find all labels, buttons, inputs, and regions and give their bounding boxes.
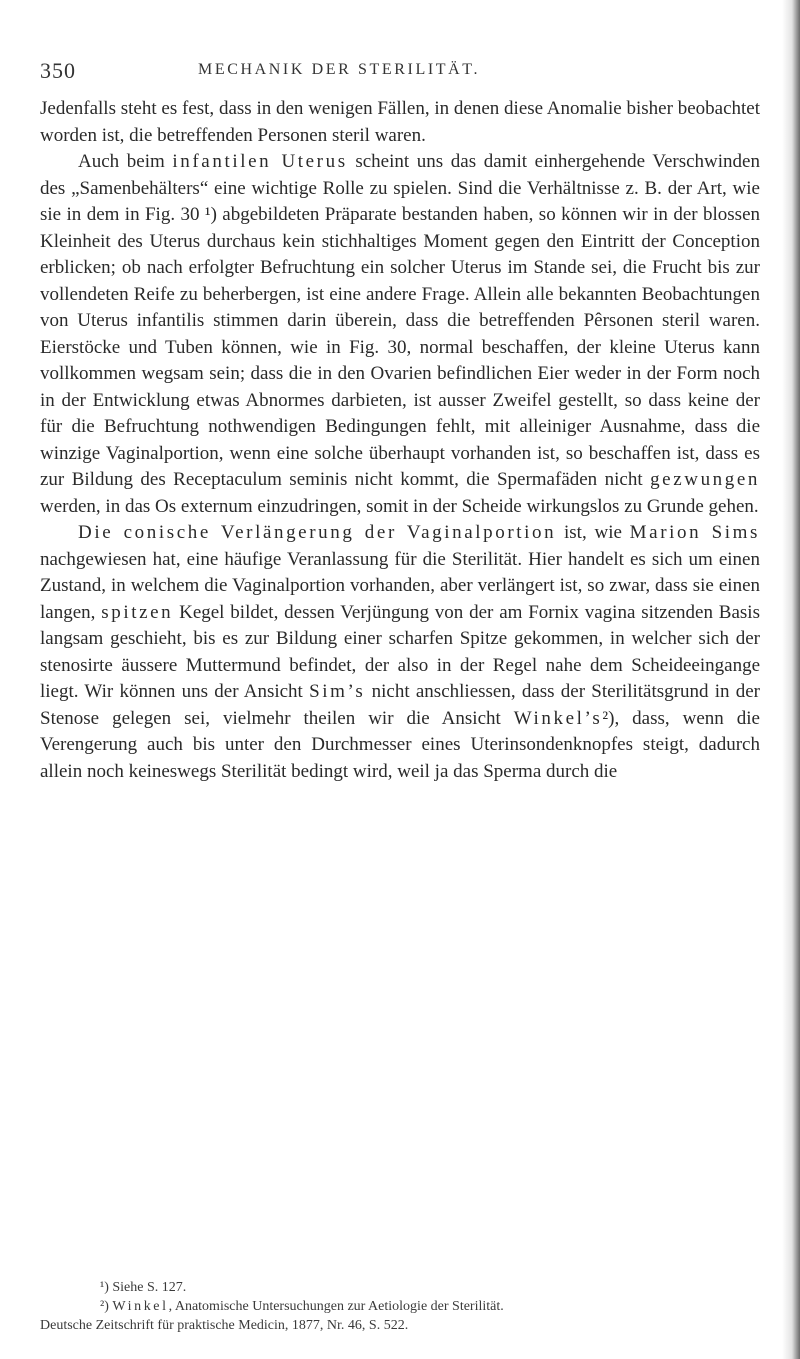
running-title: MECHANIK DER STERILITÄT. [198, 61, 481, 78]
footnote-2-continuation: Deutsche Zeitschrift für praktische Medicin, 1877, Nr. 46, S. 522. [40, 1318, 409, 1333]
paragraph-3-emphasis-c: spitzen [101, 601, 174, 623]
paragraph-2-text-c: werden, in das Os externum einzudringen, somit in der Scheide wirkungslos zu Grunde gehen. [40, 495, 759, 517]
paragraph-3-text-a: ist, wie [556, 522, 630, 543]
paragraph-2-emphasis-b: gezwungen [650, 469, 760, 490]
paragraph-3-emphasis-e: Winkel’s [513, 707, 603, 729]
paragraph-2 [40, 149, 760, 520]
paragraph-3-emphasis-b: Marion Sims [629, 522, 760, 543]
page-number: 350 [40, 58, 76, 83]
paragraph-3-emphasis-d: Sim’s [309, 681, 366, 702]
paragraph-3-text-b: nachgewiesen hat, eine häufige Veranlassung für die Sterilität. Hier handelt es sich um einen Zustand, in welchem die Vaginalportion vorhanden, aber verlängert ist, so zwar, dass sie einen langen, [40, 548, 760, 623]
paragraph-2-text-b: scheint uns das damit einhergehende Verschwinden des „Samenbehälters“ eine wichtige Rolle zu spielen. Sind die Verhältnisse z. B. der Art, wie sie in dem in Fig. 30 ¹) abgebildeten Präparate bestanden haben, so können wir in der blossen Kleinheit des Uterus durchaus kein stichhaltiges Moment gegen den Eintritt der Conception erblicken; ob nach erfolgter Befruchtung ein solcher Uterus im Stande sei, die Frucht bis zur vollendeten Reife zu beherbergen, ist eine andere Frage. Allein alle bekannten Beobachtungen von Uterus infantilis stimmen darin überein, dass die betreffenden Pêrsonen steril waren. Eierstöcke und Tuben können, wie in Fig. 30, normal beschaffen, der kleine Uterus kann vollkommen wegsam sein; dass die in den Ovarien befindlichen Eier weder in der Form noch in der Entwicklung etwas Abnormes darbieten, ist ausser Zweifel gestellt, so dass keine der für die Befruchtung nothwendigen Bedingungen fehlt, mit alleiniger Ausnahme, dass die winzige Vaginalportion, wenn eine solche überhaupt vorhanden ist, so beschaffen ist, dass es zur Bildung des Receptaculum seminis nicht kommt, die Spermafäden nicht [40, 151, 760, 490]
footnotes [40, 1278, 760, 1335]
paragraph-1-text: Jedenfalls steht es fest, dass in den wenigen Fällen, in denen diese Anomalie bisher beobachtet worden ist, die betreffenden Personen steril waren. [40, 98, 760, 146]
footnote-2-marker: ²) [100, 1299, 113, 1314]
paragraph-2-emphasis-a: infantilen Uterus [172, 151, 348, 172]
body-text [40, 96, 760, 785]
footnote-2 [40, 1297, 760, 1316]
footnote-2-text: , Anatomische Untersuchungen zur Aetiologie der Sterilität. [168, 1299, 504, 1314]
paragraph-3-emphasis-a: Die conische Verlängerung der Vaginalportion [78, 522, 557, 543]
paragraph-3 [40, 520, 760, 785]
footnote-2-author: Winkel [112, 1299, 169, 1314]
paragraph-1 [40, 96, 760, 149]
footnote-1: ¹) Siehe S. 127. [100, 1280, 187, 1295]
paragraph-3-text-d: nicht anschliessen, dass der Sterilitätsgrund in der Stenose gelegen sei, vielmehr theilen wir die Ansicht [40, 681, 760, 729]
page-header [40, 58, 760, 88]
paragraph-2-text-a: Auch beim [78, 151, 173, 172]
page-edge-shadow [782, 0, 800, 1359]
paragraph-3-text-c: Kegel bildet, dessen Verjüngung von der am Fornix vagina sitzenden Basis langsam geschieht, bis es zur Bildung einer scharfen Spitze gekommen, in welcher sich der stenosirte äussere Muttermund befindet, der also in der Regel nahe dem Scheideeingange liegt. Wir können uns der Ansicht [40, 601, 760, 702]
paragraph-3-text-e: ²), dass, wenn die Verengerung auch bis unter den Durchmesser eines Uterinsondenknopfes steigt, dadurch allein noch keineswegs Sterilität bedingt wird, weil ja das Sperma durch die [40, 707, 760, 782]
